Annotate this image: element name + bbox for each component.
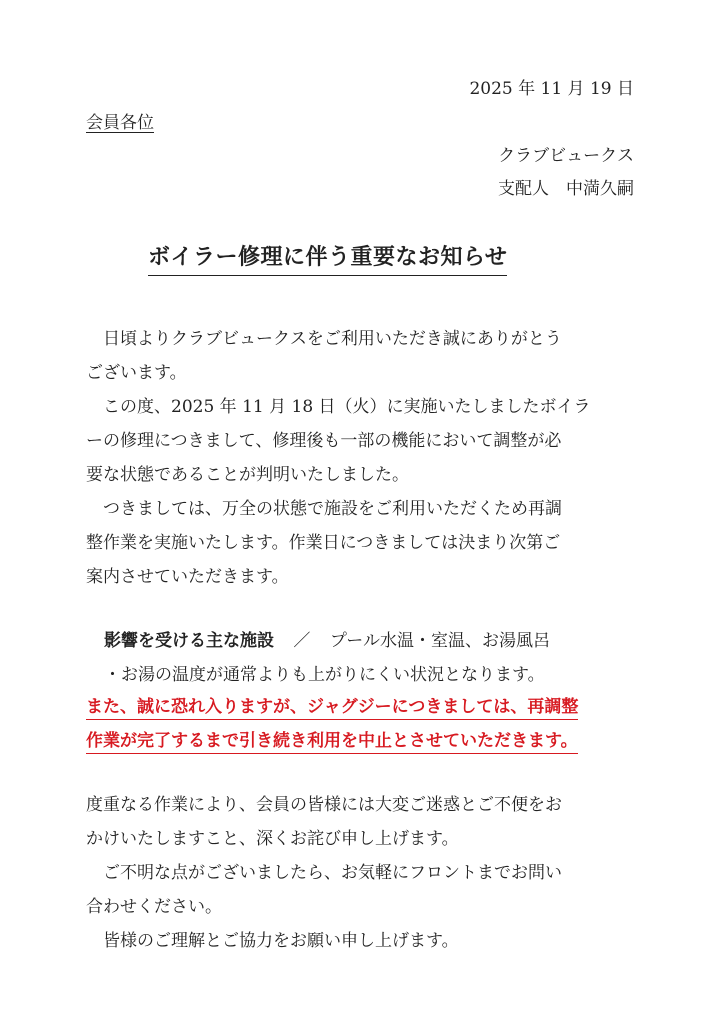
body-line: 日頃よりクラブビュークスをご利用いただき誠にありがとう xyxy=(86,329,562,349)
body-line: この度、2025 年 11 月 18 日（火）に実施いたしましたボイラ xyxy=(86,397,591,417)
notice-title: ボイラー修理に伴う重要なお知らせ xyxy=(148,240,507,276)
body-line: ご不明な点がございましたら、お気軽にフロントまでお問い xyxy=(86,863,562,883)
warning-line: また、誠に恐れ入りますが、ジャグジーにつきましては、再調整 xyxy=(86,692,578,720)
body-line: 要な状態であることが判明いたしました。 xyxy=(86,465,409,485)
facilities-note: ・お湯の温度が通常よりも上がりにくい状況となります。 xyxy=(104,665,545,685)
body-line: つきましては、万全の状態で施設をご利用いただくため再調 xyxy=(86,499,562,519)
body-line: 度重なる作業により、会員の皆様には大変ご迷惑とご不便をお xyxy=(86,795,562,815)
recipient: 会員各位 xyxy=(86,113,154,133)
organization-name: クラブビュークス xyxy=(498,146,634,166)
affected-facilities xyxy=(104,626,550,651)
body-line: 整作業を実施いたします。作業日につきましては決まり次第ご xyxy=(86,533,561,553)
body-line: ございます。 xyxy=(86,363,187,383)
facilities-label: 影響を受ける主な施設 xyxy=(104,631,274,651)
closing-line: 皆様のご理解とご協力をお願い申し上げます。 xyxy=(86,931,459,951)
body-line: 合わせください。 xyxy=(86,897,222,917)
notice-date: 2025 年 11 月 19 日 xyxy=(469,79,634,99)
body-line: かけいたしますこと、深くお詫び申し上げます。 xyxy=(86,829,459,849)
manager-signature: 支配人 中満久嗣 xyxy=(498,179,634,199)
facilities-list: プール水温・室温、お湯風呂 xyxy=(329,631,550,651)
body-line: ーの修理につきまして、修理後も一部の機能において調整が必 xyxy=(86,431,562,451)
body-line: 案内させていただきます。 xyxy=(86,567,289,587)
facilities-separator: ／ xyxy=(293,631,311,651)
warning-line: 作業が完了するまで引き続き利用を中止とさせていただきます。 xyxy=(86,726,578,754)
